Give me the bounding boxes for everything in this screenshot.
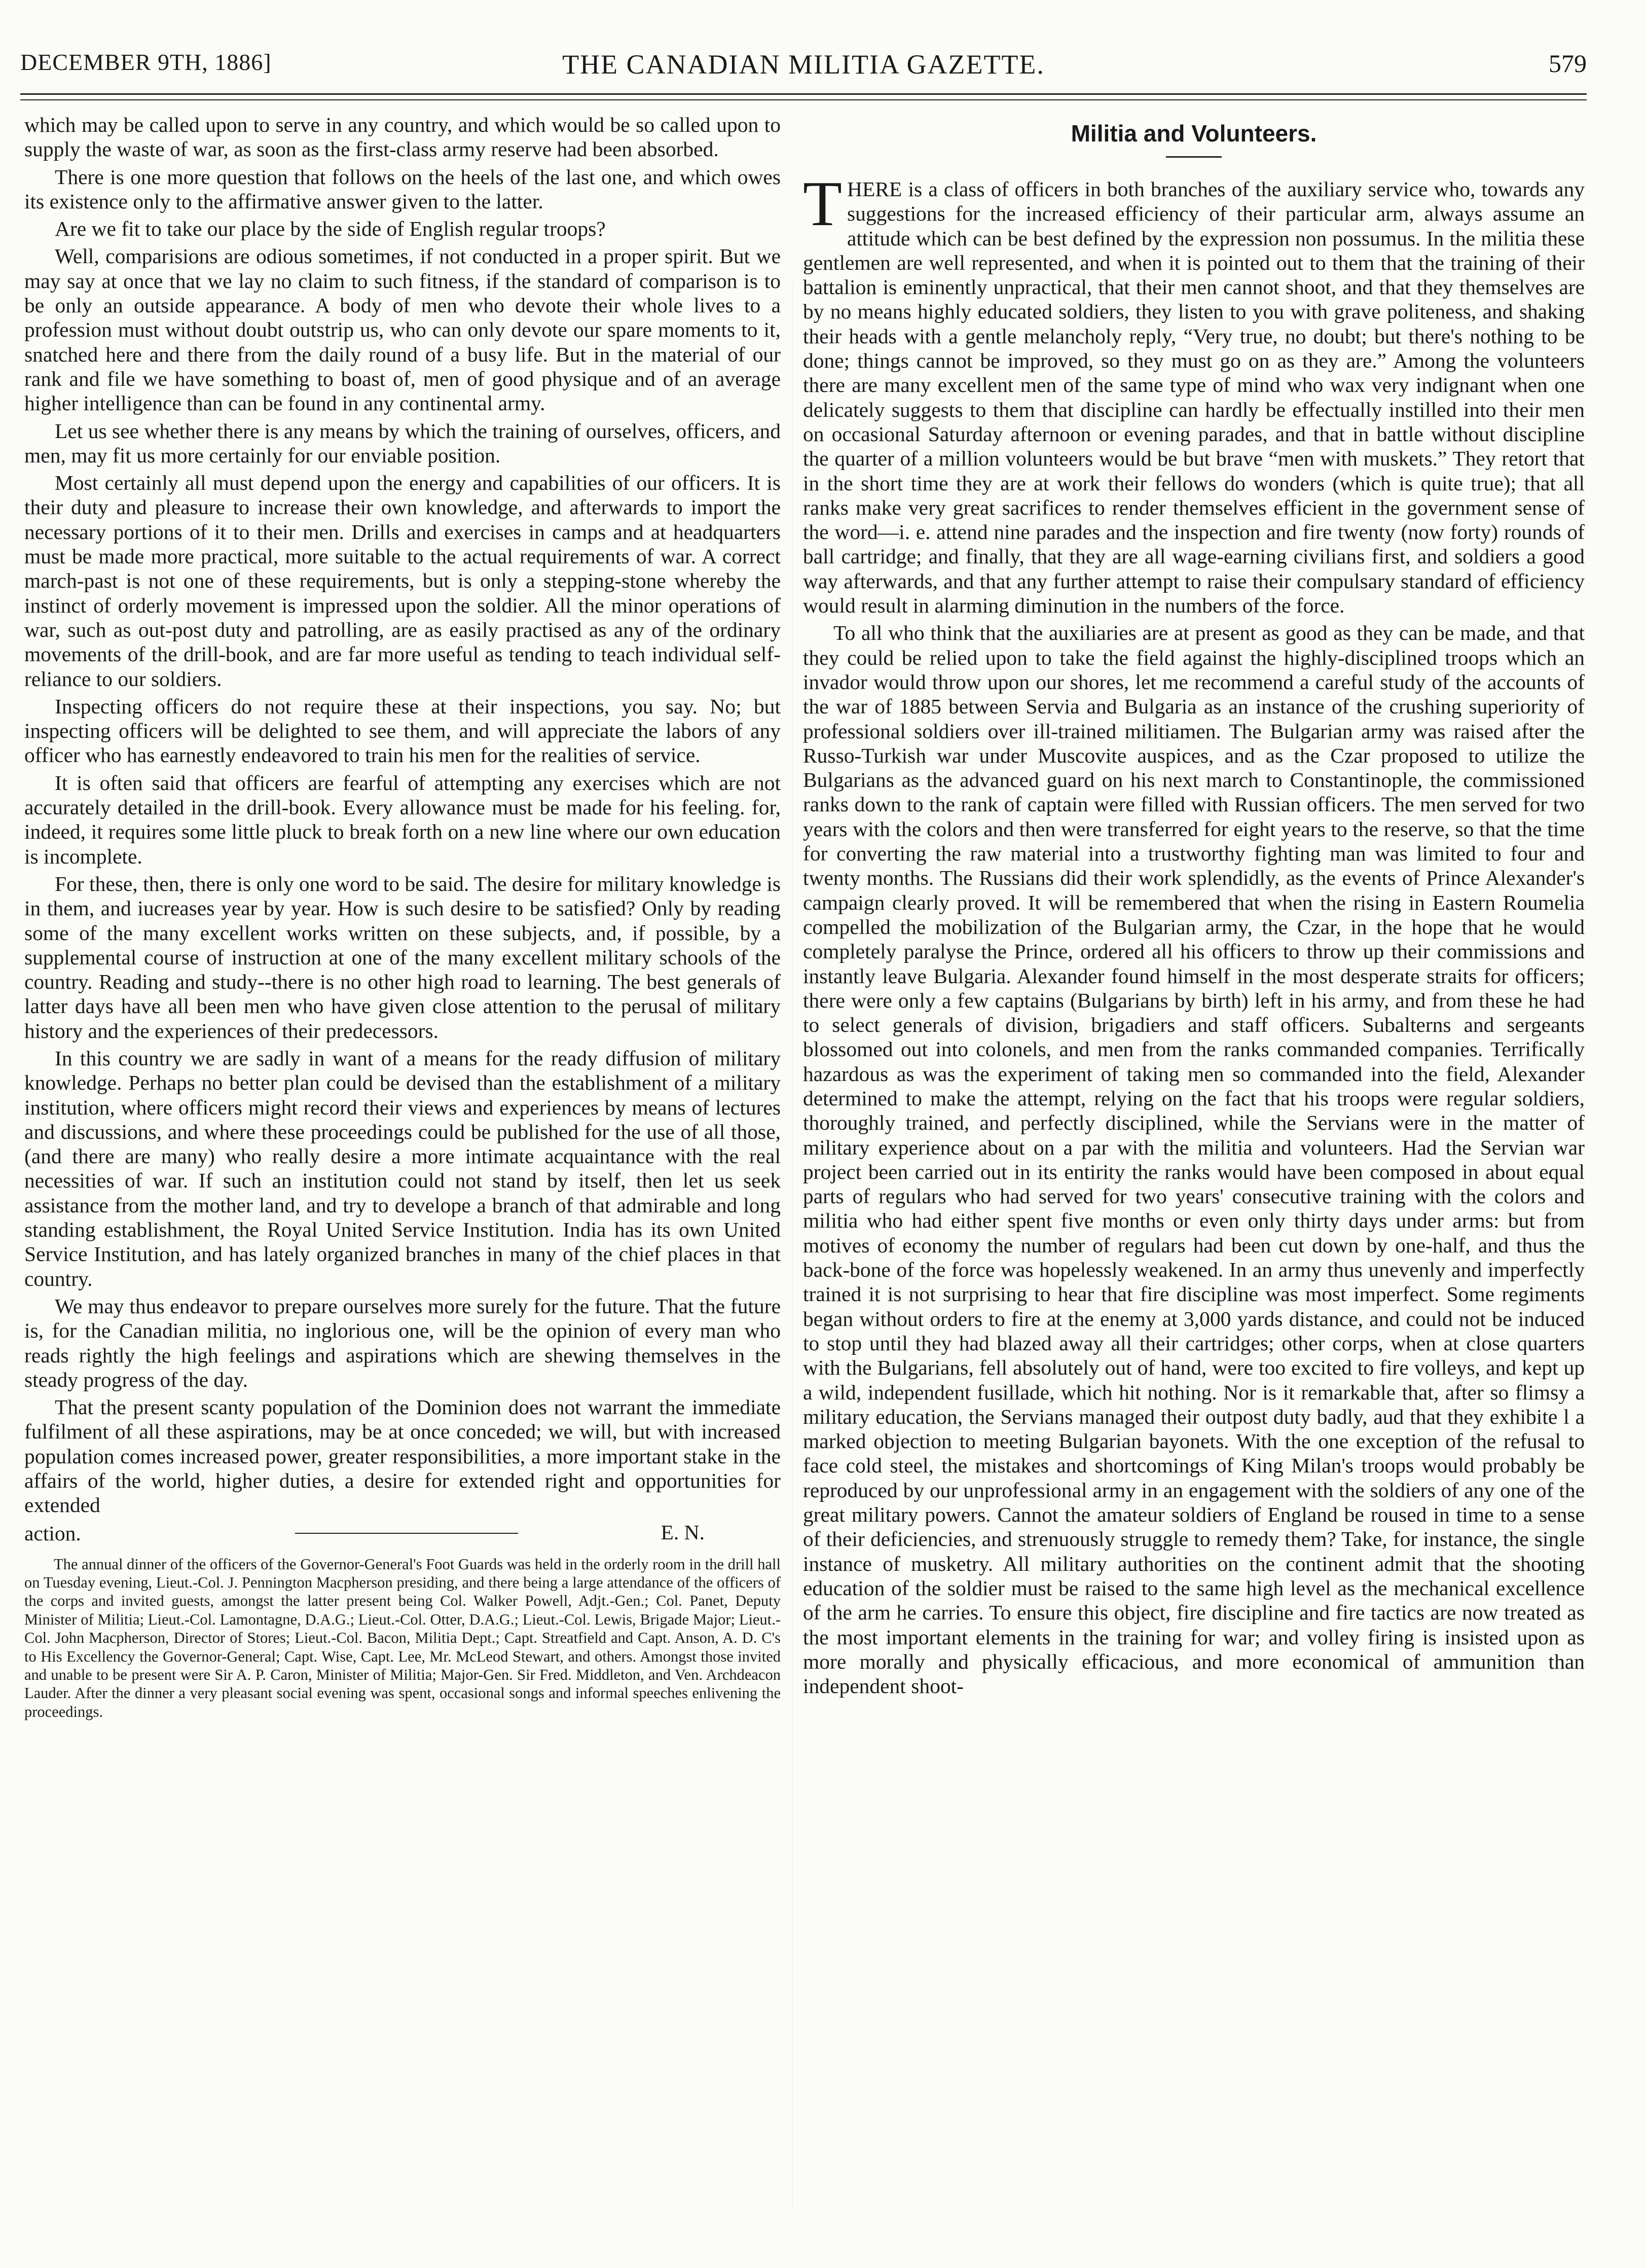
left-column [24,113,781,2222]
section-title: Militia and Volunteers. [1071,120,1317,147]
column-gutter [792,284,793,2211]
article-paragraph: which may be called upon to serve in any country, and which would be so called upon to supply the waste of war, as soon as the first-class army reserve had been absorbed. [24,113,781,161]
header-page-number: 579 [1549,49,1587,78]
signoff-rule [295,1533,518,1534]
news-note: The annual dinner of the officers of the Governor-General's Foot Guards was held in the orderly room in the drill hall on Tuesday evening, Lieut.-Col. J. Pennington Macpherson presiding, and there being a large attendance of the officers of the corps and invited guests, amongst the latter present being Col. Walker Powell, Adjt.-Gen.; Col. Panet, Deputy Minister of Militia; Lieut.-Col. Lamontagne, D.A.G.; Lieut.-Col. Otter, D.A.G.; Lieut.-Col. Lewis, Brigade Major; Lieut.-Col. John Macpherson, Director of Stores; Lieut.-Col. Bacon, Militia Dept.; Capt. Streatfield and Capt. Anson, A. D. C's to His Excellency the Governor-General; Capt. Wise, Capt. Lee, Mr. McLeod Stewart, and others. Amongst those invited and unable to be present were Sir A. P. Caron, Minister of Militia; Major-Gen. Sir Fred. Middleton, and Ven. Archdeacon Lauder. After the dinner a very pleasant social evening was spent, occasional songs and informal speeches enlivening the proceedings. [24,1555,781,1720]
article-paragraph: It is often said that officers are fearful of attempting any exercises which are not accurately detailed in the drill-book. Every allowance must be made for his feeling. for, indeed, it requires some little pluck to break forth on a new line where our own education is incomplete. [24,771,781,868]
article-paragraph: Well, comparisions are odious sometimes, if not conducted in a proper spirit. But we may say at once that we lay no claim to such fitness, if the standard of comparison is to be only an outside appearance. A body of men who devote their whole lives to a profession must without doubt outstrip us, who can only devote our spare moments to it, snatched here and there from the daily round of a busy life. But in the material of our rank and file we have something to boast of, men of good physique and of an average higher intelligence than can be found in any continental army. [24,244,781,415]
article-paragraph: Are we fit to take our place by the side of English regular troops? [55,217,606,241]
page-header [20,49,1587,89]
header-date: DECEMBER 9TH, 1886] [20,49,272,75]
article-paragraph: HERE is a class of officers in both branches of the auxiliary service who, towards any suggestions for the increased efficiency of their particular arm, always assume an attitude which can be best defined by the expression non possumus. In the militia these gentlemen are well represented, and when it is pointed out to them that the training of their battalion is eminently unpractical, that their men cannot shoot, and that they themselves are by no means highly educated soldiers, they listen to you with grave politeness, and shaking their heads with a gentle melancholy reply, “Very true, no doubt; but there's nothing to be done; things cannot be improved, so they must go on as they are.” Among the volunteers there are many excellent men of the same type of mind who wax very indignant when one delicately suggests to them that discipline can hardly be effectually instilled into their men on occasional Saturday afternoon or evening parades, and that in battle without discipline the quarter of a million volunteers would be but brave “men with muskets.” They retort that in the short time they are at work their fellows do wonders (which is quite true); that all ranks make very great sacrifices to render themselves efficient in the government sense of the word—i. e. attend nine parades and the inspection and fire twenty (now forty) rounds of ball cartridge; and finally, that they are all wage-earning civilians first, and soldiers a good way afterwards, and that any further attempt to raise their compulsary standard of efficiency would result in alarming diminution in the numbers of the force. [803,177,1585,618]
header-title: THE CANADIAN MILITIA GAZETTE. [562,49,1045,80]
article-paragraph: There is one more question that follows on the heels of the last one, and which owes its existence only to the affirmative answer given to the latter. [24,165,781,213]
section-title-rule [1166,156,1222,158]
article-paragraph: We may thus endeavor to prepare ourselves more surely for the future. That the future is, for the Canadian militia, no inglorious one, will be the opinion of every man who reads rightly the high feelings and aspirations which are shewing themselves in the steady progress of the day. [24,1294,781,1391]
right-column [803,113,1585,2222]
drop-cap: T [803,169,842,239]
article-paragraph: Let us see whether there is any means by which the training of ourselves, officers, and men, may fit us more certainly for our enviable position. [24,419,781,467]
header-rule-thick [20,93,1587,95]
article-paragraph: Inspecting officers do not require these at their inspections, you say. No; but inspecting officers will be delighted to see them, and will appreciate the labors of any officer who has earnestly endeavored to train his men for the realities of service. [24,694,781,767]
article-paragraph: In this country we are sadly in want of a means for the ready diffusion of military knowledge. Perhaps no better plan could be devised than the establishment of a military institution, where officers might record their views and experiences by means of lectures and discussions, and where these proceedings could be published for the use of all those, (and there are many) who really desire a more intimate acquaintance with the real necessities of war. If such an institution could not stand by itself, then let us seek assistance from the mother land, and try to develope a branch of that admirable and long standing establishment, the Royal United Service Institution. India has its own United Service Institution, and has lately organized branches in many of the chief places in that country. [24,1046,781,1290]
article-paragraph: For these, then, there is only one word to be said. The desire for military knowledge is in them, and iucreases year by year. How is such desire to be satisfied? Only by reading some of the many excellent works written on these subjects, and, if possible, by a supplemental course of instruction at one of the many excellent military schools of the country. Reading and study--there is no other high road to learning. The best generals of latter days have all been men who have given close attention to the perusal of military history and the experiences of their predecessors. [24,872,781,1042]
article-signoff [24,1521,781,1547]
signoff-word: action. [24,1521,81,1545]
author-signature: E. N. [661,1520,705,1544]
article-paragraph: To all who think that the auxiliaries are at present as good as they can be made, and that they could be relied upon to take the field against the highly-disciplined troops which an invador would throw upon our shores, let me recommend a careful study of the accounts of the war of 1885 between Servia and Bulgaria as an instance of the crushing superiority of professional soldiers over ill-trained militiamen. The Bulgarian army was raised after the Russo-Turkish war under Muscovite auspices, and as the Czar proposed to utilize the Bulgarians as the advanced guard on his next march to Constantinople, the commissioned ranks down to the rank of captain were filled with Russian officers. The men served for two years with the colors and then were transferred for eight years to the reserve, so that the time for converting the raw material into a trustworthy fighting man was limited to four and twenty months. The Russians did their work splendidly, as the events of Prince Alexander's campaign clearly proved. It will be remembered that when the rising in Eastern Roumelia compelled the mobilization of the Bulgarian army, the Czar, in the hope that he would completely paralyse the Prince, ordered all his officers to throw up their commissions and instantly leave Bulgaria. Alexander found himself in the most desperate straits for officers; there were only a few captains (Bulgarians by birth) left in his army, and from these he had to select generals of division, brigadiers and staff officers. Subalterns and sergeants blossomed out into colonels, and men from the ranks commanded companies. Terrifically hazardous as was the experiment of taking men so commanded into the field, Alexander determined to make the attempt, relying on the fact that his troops were regular soldiers, thoroughly trained, and perfectly disciplined, while the Servians were in the matter of military experience about on a par with the militia and volunteers. Had the Servian war project been carried out in its entirity the ranks would have been composed in about equal parts of regulars who had served for two years' consecutive training with the colors and militia who had either spent five months or even only thirty days under arms: but from motives of economy the number of regulars had been cut down by one-half, and thus the back-bone of the force was hopelessly weakened. In an army thus unevenly and imperfectly trained it is not surprising to hear that fire discipline was most imperfect. Some regiments began without orders to fire at the enemy at 3,000 yards distance, and could not be induced to stop until they had blazed away all their cartridges; other corps, when at close quarters with the Bulgarians, fell absolutely out of hand, were too excited to fire volleys, and kept up a wild, independent fusillade, which hit nothing. Nor is it remarkable that, after so flimsy a military education, the Servians managed their outpost duty badly, aud that they exhibite l a marked objection to meeting Bulgarian bayonets. With the one exception of the refusal to face cold steel, the mistakes and shortcomings of King Milan's troops would probably be reproduced by our unprofessional army in an engagement with the soldiers of any one of the great military powers. Cannot the amateur soldiers of England be roused in time to a sense of their deficiencies, and strenuously struggle to remedy them? Take, for instance, the single instance of musketry. All military authorities on the continent admit that the shooting education of the soldier must be raised to the same high level as the mechanical excellence of the arm he carries. To ensure this object, fire discipline and fire tactics are now treated as the most important elements in the training for war; and volley firing is insisted upon as more morally and physically efficacious, and more economical of ammunition than independent shoot- [803,621,1585,1698]
article-paragraph: Most certainly all must depend upon the energy and capabilities of our officers. It is their duty and pleasure to increase their own knowledge, and afterwards to import the necessary portions of it to their men. Drills and exercises in camps and at headquarters must be made more practical, more suitable to the actual requirements of war. A correct march-past is not one of these requirements, but is only a stepping-stone whereby the instinct of orderly movement is impressed upon the soldier. All the minor operations of war, such as out-post duty and patrolling, are as easily practised as any of the ordinary movements of the drill-book, and are far more useful as tending to teach individual self-reliance to our soldiers. [24,471,781,691]
article-paragraph: That the present scanty population of the Dominion does not warrant the immediate fulfilment of all these aspirations, may be at once conceded; we will, but with increased population comes increased power, greater responsibilities, a more important stake in the affairs of the world, higher duties, a desire for extended right and opportunities for extended [24,1395,781,1517]
header-rule-thin [20,99,1587,100]
